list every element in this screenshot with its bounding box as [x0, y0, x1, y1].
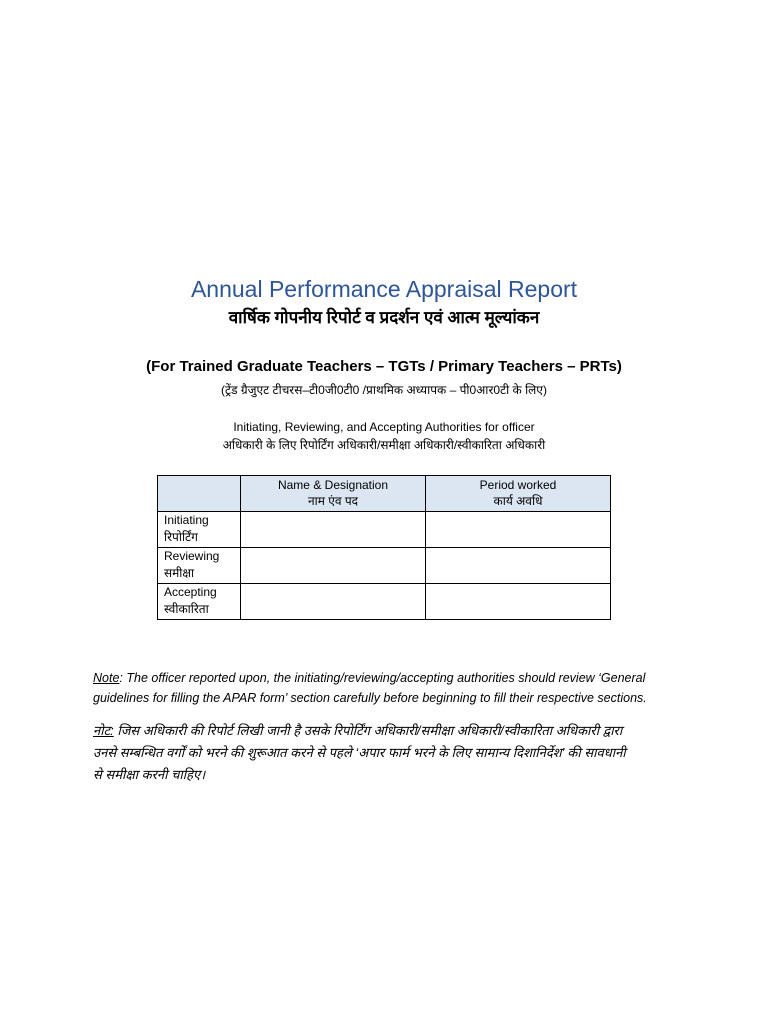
row-label-reviewing: [158, 548, 241, 584]
table-header-blank: [158, 476, 241, 512]
row-label-en: Reviewing: [164, 549, 220, 563]
table-row: [158, 512, 611, 548]
row-label-initiating: [158, 512, 241, 548]
reviewing-period-cell[interactable]: [426, 548, 611, 584]
note-english-line-2: guidelines for filling the APAR form’ section carefully before beginning to fill their respective sections.: [93, 691, 647, 705]
row-label-accepting: [158, 584, 241, 620]
row-label-en: Initiating: [164, 513, 209, 527]
row-label-hi: स्वीकारिता: [164, 602, 209, 616]
note-hindi-line-3: से समीक्षा करनी चाहिए।: [93, 767, 206, 782]
table-header-period-worked: [426, 476, 611, 512]
note-hindi-line-1: [93, 720, 693, 742]
row-label-hi: समीक्षा: [164, 566, 195, 580]
note-hindi-line-2: उनसे सम्बन्धित वर्गों को भरने की शुरूआत करने से पहले ‘अपार फार्म भरने के लिए सामान्य दिशानिर्देश’ की सावधानी: [93, 745, 626, 760]
accepting-period-cell[interactable]: [426, 584, 611, 620]
initiating-period-cell[interactable]: [426, 512, 611, 548]
note-hindi: [93, 720, 693, 786]
table-header-row: [158, 476, 611, 512]
row-label-hi: रिपोर्टिंग: [164, 530, 198, 544]
authorities-table: [157, 475, 611, 620]
document-subtitle: (For Trained Graduate Teachers – TGTs / Primary Teachers – PRTs): [146, 358, 622, 375]
row-label-en: Accepting: [164, 585, 217, 599]
table-header-name-designation: [241, 476, 426, 512]
note-english-line-1: [93, 668, 693, 688]
authorities-heading: Initiating, Reviewing, and Accepting Authorities for officer: [233, 420, 535, 434]
document-subtitle-hindi: (ट्रेंड ग्रैजुएट टीचरस–टी0जी0टी0 /प्राथमिक अध्यापक – पी0आर0टी के लिए): [221, 383, 547, 397]
header-name-designation-hi: नाम एंव पद: [307, 494, 359, 508]
reviewing-name-cell[interactable]: [241, 548, 426, 584]
note-label: Note: [93, 671, 120, 685]
note-hindi-label: नोट:: [93, 723, 114, 738]
authorities-heading-hindi: अधिकारी के लिए रिपोर्टिंग अधिकारी/समीक्षा अधिकारी/स्वीकारिता अधिकारी: [222, 438, 546, 452]
note-english: [93, 668, 693, 708]
accepting-name-cell[interactable]: [241, 584, 426, 620]
note-hindi-text: जिस अधिकारी की रिपोर्ट लिखी जानी है उसके रिपोर्टिंग अधिकारी/समीक्षा अधिकारी/स्वीकारिता अधिकारी द्वारा: [113, 723, 623, 738]
table-row: [158, 584, 611, 620]
header-name-designation-en: Name & Designation: [277, 478, 389, 492]
header-period-worked-en: Period worked: [479, 478, 557, 492]
note-text: : The officer reported upon, the initiating/reviewing/accepting authorities should review ‘General: [119, 671, 646, 685]
document-title-hindi: वार्षिक गोपनीय रिपोर्ट व प्रदर्शन एवं आत्म मूल्यांकन: [228, 308, 540, 327]
header-period-worked-hi: कार्य अवधि: [493, 494, 543, 508]
table-row: [158, 548, 611, 584]
document-title: Annual Performance Appraisal Report: [190, 276, 578, 302]
initiating-name-cell[interactable]: [241, 512, 426, 548]
